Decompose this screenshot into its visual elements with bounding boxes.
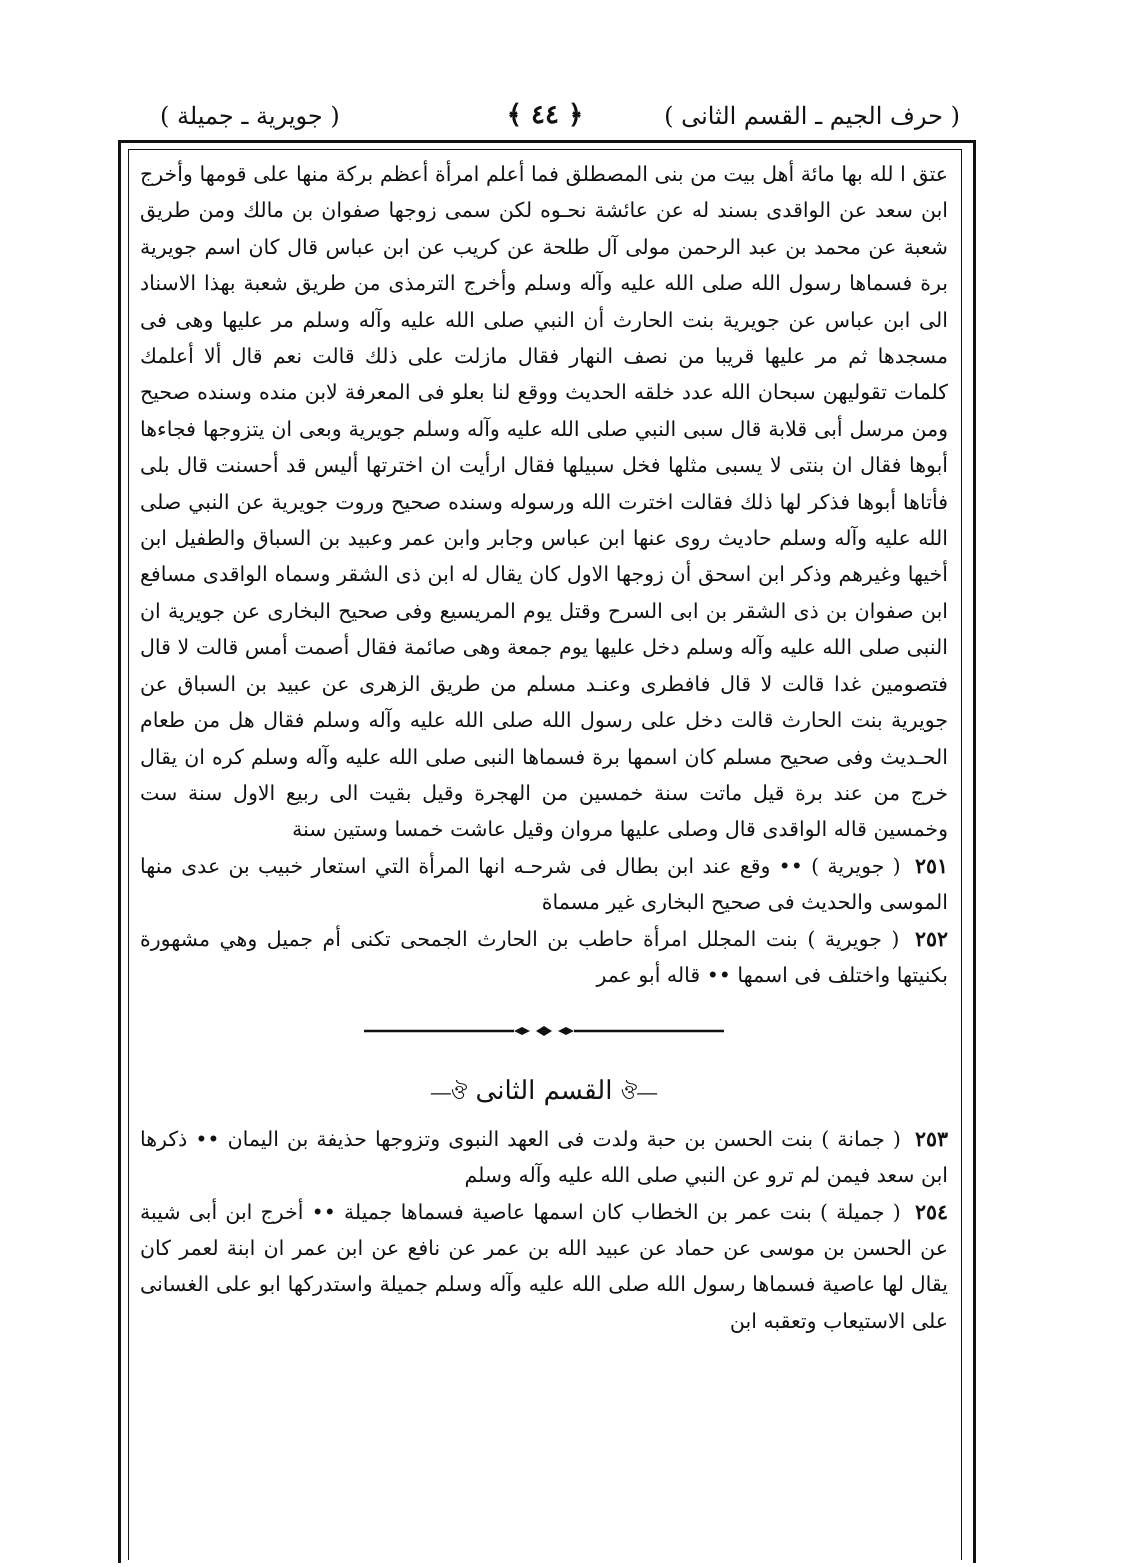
entry-number: ٢٥١ — [914, 853, 948, 878]
header-chapter-title: ( حرف الجيم ـ القسم الثانى ) — [664, 102, 960, 130]
entry-text: ( جويرية ) •• وقع عند ابن بطال فى شرحـه انها المرأة التي استعار خبيب بن عدى منها الموسى والحديث فى صحيح البخارى غير مسماة — [140, 853, 948, 915]
entry-text: ( جويرية ) بنت المجلل امرأة حاطب بن الحارث الجمحى تكنى أم جميل وهي مشهورة بكنيتها واختلف فى اسمها •• قاله أبو عمر — [140, 926, 948, 987]
divider-ornament-icon — [364, 1024, 724, 1038]
section-heading — [140, 1073, 948, 1110]
entry-text: ( جمانة ) بنت الحسن بن حبة ولدت فى العهد النبوى وتزوجها حذيفة بن اليمان •• ذكرها ابن سعد فيمن لم ترو عن النبي صلى الله عليه وآله وسلم — [140, 1126, 948, 1188]
ornamental-divider — [140, 1007, 948, 1055]
entry-254 — [140, 1194, 948, 1340]
page-body — [140, 156, 948, 1339]
entry-251 — [140, 848, 948, 921]
page-number: ﴿ ٤٤ ﴾ — [506, 100, 584, 130]
entry-252 — [140, 921, 948, 994]
entry-253 — [140, 1121, 948, 1194]
continuation-paragraph — [140, 156, 948, 848]
entry-number: ٢٥٤ — [914, 1199, 948, 1224]
section-heading-text: القسم الثانى — [475, 1076, 613, 1107]
header-entry-range: ( جويرية ـ جميلة ) — [160, 102, 340, 130]
flourish-left-icon: ―ঔ — [620, 1080, 658, 1105]
entry-number: ٢٥٣ — [914, 1126, 948, 1151]
flourish-right-icon: ঔ― — [430, 1080, 468, 1105]
continuation-text: عتق ا لله بها مائة أهل بيت من بنى المصطلق فما أعلم امرأة أعظم بركة منها على قومها وأخرج ابن سعد عن الواقدى بسند له عن عائشة نحـوه لكن سمى زوجها صفوان بن مالك ومن طريق شعبة عن محمد بن عبد الرحمن مولى آل طلحة عن كريب عن ابن عباس قال كان اسم جويرية برة فسماها رسول الله صلى الله عليه وآله وسلم وأخرج الترمذى من طريق شعبة بهذا الاسناد الى ابن عباس عن جويرية بنت الحارث أن النبي صلى الله عليه وآله وسلم مر عليها وهى فى مسجدها ثم مر عليها قريبا من نصف النهار فقال مازلت على ذلك قالت نعم قال ألا أعلمك كلمات تقوليهن سبحان الله عدد خلقه الحديث ووقع لنا بعلو فى المعرفة لابن منده وسنده صحيح ومن مرسل أبى قلابة قال سبى النبي صلى الله عليه وآله وسلم جويرية وبعى ان يتزوجها فجاءها أبوها فقال ان بنتى لا يسبى مثلها فخل سبيلها فقال ارأيت ان اخترتها أليس قد أحسنت قال بلى فأتاها أبوها فذكر لها ذلك فقالت اخترت الله ورسوله وسنده صحيح وروت جويرية عن النبي صلى الله عليه وآله وسلم حاديث روى عنها ابن عباس وجابر وابن عمر وعبيد بن السباق والطفيل ابن أخيها وغيرهم وذكر ابن اسحق أن زوجها الاول كان يقال له ابن ذى الشقر وسماه الواقدى مسافع ابن صفوان بن ذى الشقر بن ابى السرح وقتل يوم المريسيع وفى صحيح البخارى عن جويرية ان النبى صلى الله عليه وآله وسلم دخل عليها يوم جمعة وهى صائمة فقال أصمت أمس قالت لا قال فتصومين غدا قالت لا قال فافطرى وعنـد مسلم من طريق الزهرى عن عبيد بن السباق عن جويرية بنت الحارث قالت دخل على رسول الله صلى الله عليه وآله وسلم فقال هل من طعام الحـديث وفى صحيح مسلم كان اسمها برة فسماها النبى صلى الله عليه وآله وسلم كره ان يقال خرج من عند برة قيل ماتت سنة خمسين من الهجرة وقيل بقيت الى ربيع الاول سنة ست وخمسين قاله الواقدى قال وصلى عليها مروان وقيل عاشت خمسا وستين سنة — [140, 162, 948, 842]
entry-number: ٢٥٢ — [914, 926, 948, 951]
page-header — [130, 98, 960, 142]
entry-text: ( جميلة ) بنت عمر بن الخطاب كان اسمها عاصية فسماها جميلة •• أخرج ابن أبى شيبة عن الحسن بن موسى عن حماد عن عبيد الله بن عمر عن نافع عن ابن عمر ان ابنة لعمر كان يقال لها عاصية فسماها رسول الله صلى الله عليه وآله وسلم جميلة واستدركها ابو على الغسانى على الاستيعاب وتعقبه ابن — [140, 1199, 948, 1333]
